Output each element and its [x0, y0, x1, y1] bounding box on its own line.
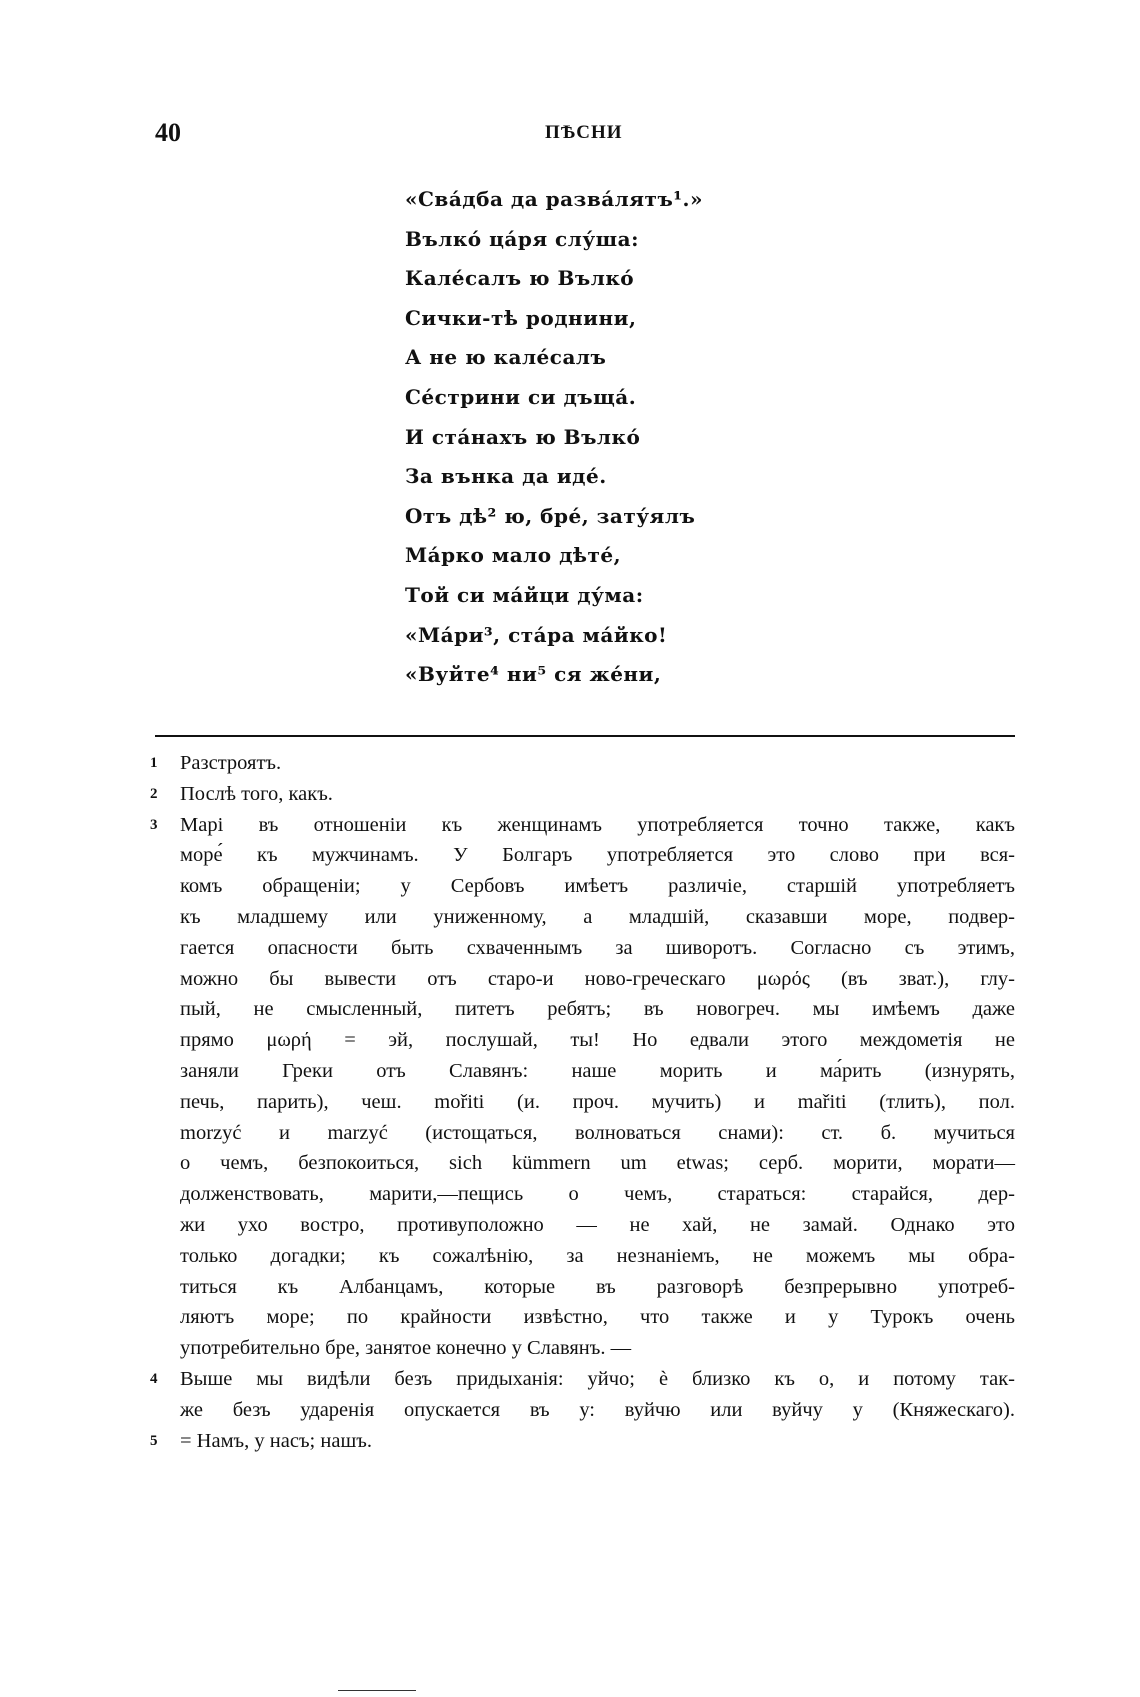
verse-line: «Ма́ри³, ста́ра ма́йко! [405, 622, 668, 647]
footnote-line: = Намъ, у насъ; нашъ. [180, 1429, 372, 1452]
footnote-line: Выше мы видѣли безъ придыханія: уйчо; ѐ близко къ о, и потому так- [180, 1367, 1015, 1390]
footnote-5 [150, 1426, 1015, 1457]
footnote-line: печь, парить), чеш. mořiti (и. проч. мучить) и mařiti (тлить), пол. [180, 1090, 1015, 1113]
footnote-line: море́ къ мужчинамъ. У Болгаръ употребляется это слово при вся- [180, 844, 1015, 867]
footnote-mark: 4 [150, 1370, 158, 1387]
verse-line: Отъ дѣ² ю, бре́, зату́ялъ [405, 503, 696, 528]
footnote-mark: 1 [150, 755, 158, 771]
verse-line: «Сва́дба да разва́лятъ¹.» [405, 187, 704, 211]
verse-line: Сички-тѣ роднини, [405, 305, 637, 330]
verse-line: Той си ма́йци ду́ма: [405, 582, 644, 607]
footnote-line: долженствовать, марити,—пещись о чемъ, стараться: старайся, дер- [180, 1183, 1015, 1206]
footnote-mark: 3 [150, 816, 158, 833]
verse-block [405, 180, 735, 695]
verse-line: Кале́салъ ю Вълко́ [405, 266, 635, 291]
page-number: 40 [155, 118, 181, 147]
footnote-text [180, 1364, 1015, 1426]
footnote-line: можно бы вывести отъ старо-и ново-греческаго μωρός (въ зват.), глу- [180, 967, 1015, 990]
footnote-line: употребительно бре, занятое конечно у Славянъ. — [180, 1337, 632, 1360]
footnote-line: Разстроятъ. [180, 752, 282, 774]
footnote-text [180, 748, 1015, 779]
footnote-line: пый, не смысленный, питетъ ребятъ; въ новогреч. мы имѣемъ даже [180, 998, 1015, 1021]
bottom-rule [338, 1690, 416, 1691]
footnote-line: прямо μωρή = эй, послушай, ты! Но едвали этого междометія не [180, 1029, 1015, 1052]
footnote-line: Послѣ того, какъ. [180, 782, 333, 805]
verse-line: За вънка да иде́. [405, 464, 607, 489]
footnote-2 [150, 779, 1015, 810]
verse-line: И ста́нахъ ю Вълко́ [405, 424, 641, 449]
footnotes [150, 748, 1015, 1456]
running-head: ПѢСНИ [545, 122, 623, 143]
footnote-4 [150, 1364, 1015, 1426]
footnote-mark: 5 [150, 1432, 158, 1449]
footnote-line: ляютъ море; по крайности извѣстно, что также и у Турокъ очень [180, 1306, 1015, 1329]
footnote-line: жи ухо востро, противуположно — не хай, не замай. Однако это [180, 1213, 1015, 1236]
verse-line: Се́стрини си дъща́. [405, 384, 637, 409]
footnote-mark: 2 [150, 785, 158, 802]
footnote-line: же безъ ударенія опускается въ у: вуйчю или вуйчу у (Княжескаго). [180, 1398, 1015, 1421]
footnote-line: гается опасности быть схваченнымъ за шиворотъ. Согласно съ этимъ, [180, 936, 1015, 959]
footnote-line: morzyć и marzyć (истощаться, волноваться снами): ст. б. мучиться [180, 1121, 1015, 1144]
footnote-text [180, 810, 1015, 1364]
footnote-text [180, 779, 1015, 810]
footnote-line: о чемъ, безпокоиться, sich kümmern um etwas; серб. морити, морати— [180, 1152, 1015, 1175]
footnote-line: только догадки; къ сожалѣнію, за незнаніемъ, не можемъ мы обра- [180, 1244, 1015, 1267]
verse-line: Вълко́ ца́ря слу́ша: [405, 226, 639, 251]
verse-line: «Вуйте⁴ ни⁵ ся же́ни, [405, 662, 662, 687]
footnote-3 [150, 810, 1015, 1364]
footnote-separator [155, 735, 1015, 737]
verse-line: Ма́рко мало дѣте́, [405, 543, 622, 568]
verse-line: А не ю кале́салъ [405, 345, 607, 370]
footnote-line: заняли Греки отъ Славянъ: наше морить и ма́рить (изнурять, [180, 1059, 1015, 1082]
footnote-line: комъ обращеніи; у Сербовъ имѣетъ различіе, старшій употребляетъ [180, 875, 1015, 898]
footnote-1 [150, 748, 1015, 779]
footnote-line: къ младшему или униженному, а младшій, сказавши море, подвер- [180, 905, 1015, 928]
footnote-line: титься къ Албанцамъ, которые въ разговорѣ безпрерывно употреб- [180, 1275, 1015, 1298]
footnote-line: Марі въ отношеніи къ женщинамъ употребляется точно также, какъ [180, 813, 1015, 836]
footnote-text [180, 1426, 1015, 1457]
